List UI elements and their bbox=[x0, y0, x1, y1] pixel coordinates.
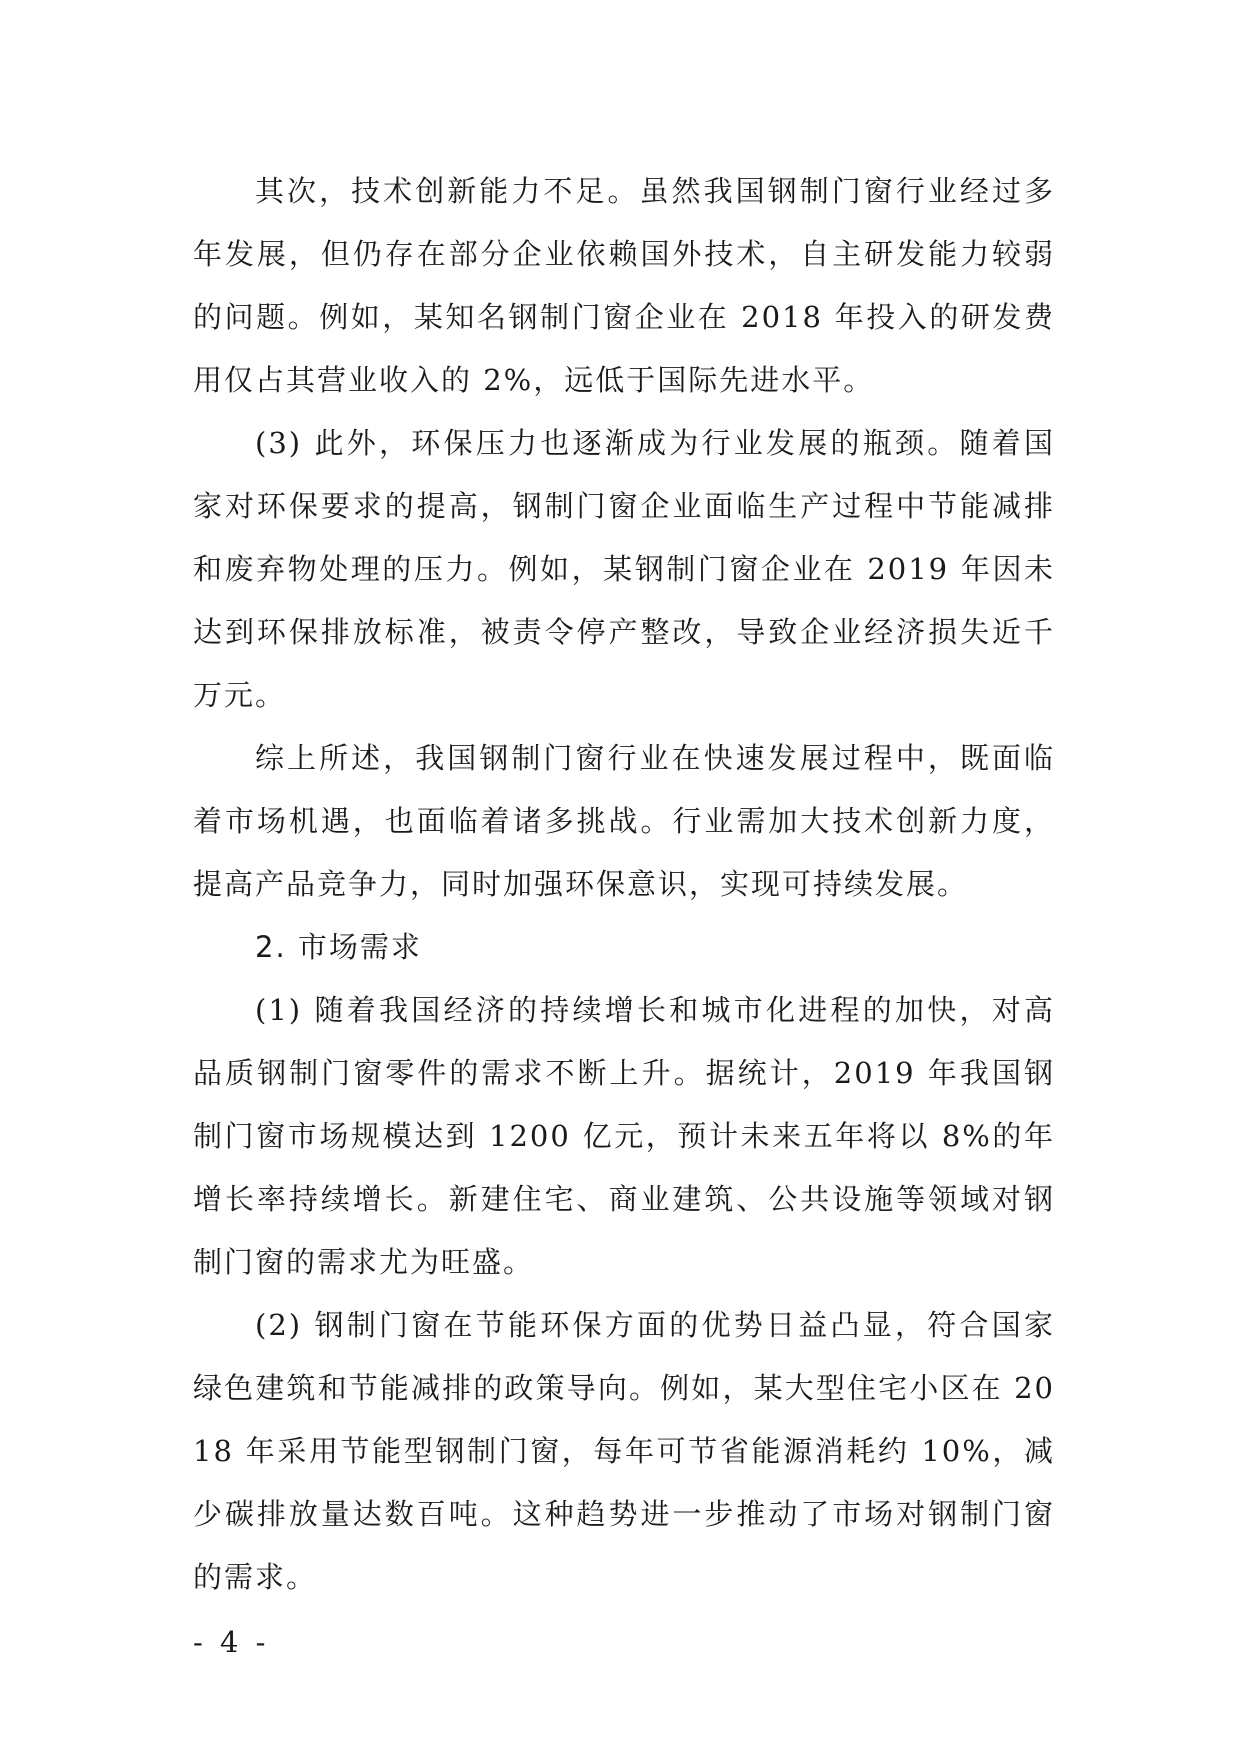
paragraph-summary: 综上所述，我国钢制门窗行业在快速发展过程中，既面临着市场机遇，也面临着诸多挑战。行业需加大技术创新力度，提高产品竞争力，同时加强环保意识，实现可持续发展。 bbox=[193, 741, 1055, 901]
paragraph-environmental-pressure: (3) 此外，环保压力也逐渐成为行业发展的瓶颈。随着国家对环保要求的提高，钢制门窗企业面临生产过程中节能减排和废弃物处理的压力。例如，某钢制门窗企业在 2019 年因未达到环保排放标准，被责令停产整改，导致企业经济损失近千万元。 bbox=[193, 426, 1055, 712]
paragraph-energy-saving: (2) 钢制门窗在节能环保方面的优势日益凸显，符合国家绿色建筑和节能减排的政策导向。例如，某大型住宅小区在 2018 年采用节能型钢制门窗，每年可节省能源消耗约 10%，减少碳排放量达数百吨。这种趋势进一步推动了市场对钢制门窗的需求。 bbox=[193, 1308, 1055, 1594]
body-text bbox=[193, 160, 1055, 1609]
paragraph-market-growth: (1) 随着我国经济的持续增长和城市化进程的加快，对高品质钢制门窗零件的需求不断上升。据统计，2019 年我国钢制门窗市场规模达到 1200 亿元，预计未来五年将以 8%的年增长率持续增长。新建住宅、商业建筑、公共设施等领域对钢制门窗的需求尤为旺盛。 bbox=[193, 993, 1055, 1279]
section-heading-market-demand: 2. 市场需求 bbox=[255, 930, 422, 964]
page-number: - 4 - bbox=[193, 1625, 270, 1659]
paragraph-tech-innovation: 其次，技术创新能力不足。虽然我国钢制门窗行业经过多年发展，但仍存在部分企业依赖国外技术，自主研发能力较弱的问题。例如，某知名钢制门窗企业在 2018 年投入的研发费用仅占其营业收入的 2%，远低于国际先进水平。 bbox=[193, 174, 1055, 397]
